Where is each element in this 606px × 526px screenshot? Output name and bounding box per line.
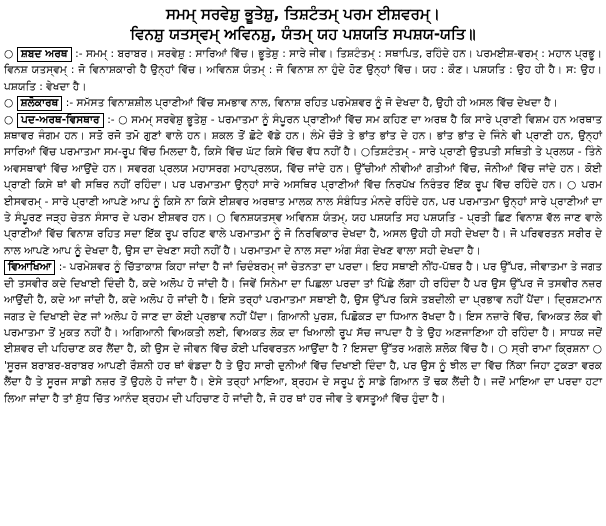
section-detailed-meaning [4, 112, 602, 260]
commentary-body [4, 46, 602, 407]
section-verse-meaning [4, 95, 602, 111]
section-heading: ਪਦ-ਅਰਥ-ਵਿਸਥਾਰ [17, 113, 103, 128]
section-text: :- ○ ਸਮਮ੍ ਸਰਵੇਸ਼ੁ ਭੂਤੇਸ਼ੁ - ਪਰਮਾਤਮਾ ਨੂੰ ਸੰਪੂਰਨ ਪ੍ਰਾਣੀਆਂ ਵਿੱਚ ਸਮ ਕਹਿਣ ਦਾ ਅਰਥ ਹੈ ਕਿ ਸਾਰੇ ਪ੍ਰਾਣੀ ਵਿਸ਼ਮ ਹਨ ਅਰਥਾਤ ਸ਼ਥਾਵਰ ਜੰਗਮ ਹਨ। ਸਤੋ ਰਜੋ ਤਮੋ ਗੁਣਾਂ ਵਾਲੇ ਹਨ। ਸ਼ਕਲ ਤੋਂ ਛੋਟੇ ਵੱਡੇ ਹਨ। ਲੰਮੇ ਚੌੜੇ ਤੇ ਭਾਂਤ ਭਾਂਤ ਦੇ ਹਨ। ਭਾਂਤ ਭਾਂਤ ਦੇ ਜਿੰਨੇ ਵੀ ਪ੍ਰਾਣੀ ਹਨ, ਉਨ੍ਹਾਂ ਸਾਰਿਆਂ ਵਿੱਚ ਪਰਮਾਤਮਾ ਸਮ-ਰੂਪ ਵਿੱਚ ਮਿਲਦਾ ਹੈ, ਕਿਸੇ ਵਿੱਚ ਘੱਟ ਕਿਸੇ ਵਿੱਚ ਵੱਧ ਨਹੀਂ ਹੈ। ○ਤਿਸ਼ਟੰਤਮ੍ - ਸਾਰੇ ਪ੍ਰਾਣੀ ਉਤਪਤੀ ਸਥਿਤੀ ਤੇ ਪ੍ਰਲਯ - ਤਿੰਨੇ ਅਵਸਥਾਵਾਂ ਵਿੱਚ ਆਉਂਦੇ ਹਨ। ਸਵਰਗ ਪ੍ਰਲਯ ਮਹਾਸਰਗ ਮਹਾਪ੍ਰਲਯ, ਵਿੱਚ ਜਾਂਦੇ ਹਨ। ਉੱਚੀਆਂ ਨੀਵੀਆਂ ਗਤੀਆਂ ਵਿੱਚ, ਜੋਨੀਆਂ ਵਿੱਚ ਜਾਂਦੇ ਹਨ। ਕੋਈ ਪ੍ਰਾਣੀ ਕਿਸੇ ਥਾਂ ਵੀ ਸਥਿਰ ਨਹੀਂ ਰਹਿੰਦਾ। ਪਰ ਪਰਮਾਤਮਾ ਉਨ੍ਹਾਂ ਸਾਰੇ ਅਸਥਿਰ ਪ੍ਰਾਣੀਆਂ ਵਿੱਚ ਨਿਰਪੱਖ ਨਿਰੰਤਰ ਇੱਕ ਰੂਪ ਵਿੱਚ ਰਹਿੰਦੇ ਹਨ। ○ ਪਰਮ ਈਸਵਰਮ੍ - ਸਾਰੇ ਪ੍ਰਾਣੀ ਆਪਣੇ ਆਪ ਨੂੰ ਕਿਸੇ ਨਾ ਕਿਸੇ ਈਸ਼ਵਰ ਅਰਥਾਤ ਮਾਲਕ ਨਾਲ ਸੰਬੰਧਿਤ ਮੰਨਦੇ ਰਹਿੰਦੇ ਹਨ, ਪਰ ਪਰਮਾਤਮਾ ਉਨ੍ਹਾਂ ਸਾਰੇ ਪ੍ਰਾਣੀਆਂ ਦਾ ਤੇ ਸੰਪੂਰਣ ਜੜ੍ਹ ਚੇਤਨ ਸੰਸਾਰ ਦੇ ਪਰਮ ਈਸ਼ਵਰ ਹਨ। ○ ਵਿਨਸ਼ਯਤਸ੍ਵ ਅਵਿਨਸ਼ ਯੰਤਮ੍, ਯਹ ਪਸ਼ਯਤਿ ਸਹ ਪਸ਼ਯਤਿ - ਪ੍ਰਤੀ ਛਿਣ ਵਿਨਾਸ਼ ਵੱਲ ਜਾਣ ਵਾਲੇ ਪ੍ਰਾਣੀਆਂ ਵਿੱਚ ਵਿਨਾਸ਼ ਰਹਿਤ ਸਦਾ ਇੱਕ ਰੂਪ ਰਹਿਣ ਵਾਲੇ ਪਰਮਾਤਮਾ ਨੂੰ ਜੋ ਨਿਰਵਿਕਾਰ ਦੇਖਦਾ ਹੈ, ਅਸਲ ਉਹੀ ਹੀ ਸਹੀ ਦੇਖਦਾ ਹੈ। ਜੋ ਪਰਿਵਰਤਨ ਸਰੀਰ ਦੇ ਨਾਲ ਆਪਣੇ ਆਪ ਨੂੰ ਦੇਖਦਾ ਹੈ, ਉਸ ਦਾ ਦੇਖਣਾ ਸਹੀ ਨਹੀਂ ਹੈ। ਪਰਮਾਤਮਾ ਦੇ ਨਾਲ ਸਦਾ ਅੰਗ ਸੰਗ ਦੇਖਣ ਵਾਲਾ ਸਹੀ ਦੇਖਦਾ ਹੈ। [4, 113, 603, 257]
verse-title-line-1: ਸਮਮ੍ ਸਰਵੇਸ਼ੁ ਭੂਤੇਸ਼ੁ, ਤਿਸ਼ਟੰਤਮ੍ ਪਰਮ ਈਸ਼ਵਰਮ੍। [166, 5, 440, 23]
section-explanation [4, 259, 602, 407]
section-heading: ਸ਼ਬਦ ਅਰਥ [17, 47, 72, 62]
section-text: :- ਸਮਮ੍ : ਬਰਾਬਰ। ਸਰਵੇਸ਼ੁ : ਸਾਰਿਆਂ ਵਿੱਚ। ਭੂਤੇਸ਼ੁ : ਸਾਰੇ ਜੀਵ। ਤਿਸ਼ਟੰਤਮ੍ : ਸਥਾਪਿਤ, ਰਹਿੰਦੇ ਹਨ। ਪਰਮਈਸ਼-ਵਰਮ੍ : ਮਹਾਨ ਪ੍ਰਭੂ। ਵਿਨਸ਼ ਯਤਸ੍ਵਮ੍ : ਜੋ ਵਿਨਾਸ਼ਕਾਰੀ ਹੈ ਉਨ੍ਹਾਂ ਵਿੱਚ। ਅਵਿਨਸ਼ ਯੰਤਮ੍ : ਜੋ ਵਿਨਾਸ਼ ਨਾ ਹੁੰਦੇ ਹੋਣ ਉਨ੍ਹਾਂ ਵਿੱਚ। ਯਹ : ਕੌਣ। ਪਸ਼ਯਤਿ : ਉਹ ਹੀ ਹੈ। ਸ: ਉਹ। ਪਸ਼ਯਤਿ : ਵੇਖਦਾ ਹੈ। [4, 48, 602, 93]
section-text: :- ਪਰਮੇਸ਼ਵਰ ਨੂੰ ਚਿੱਤਾਕਾਸ਼ ਕਿਹਾ ਜਾਂਦਾ ਹੈ ਜਾਂ ਚਿਦੰਬਰਮ੍ ਜਾਂ ਚੇਤਨਤਾ ਦਾ ਪਰਦਾ। ਇਹ ਸਥਾਈ ਨੀਂਹ-ਪੱਥਰ ਹੈ। ਪਰ ਉੱਪਰ, ਜੀਵਾਤਮਾ ਤੇ ਜਗਤ ਦੀ ਤਸਵੀਰ ਕਦੇ ਦਿਖਾਈ ਦਿੰਦੀ ਹੈ, ਕਦੇ ਅਲੋਪ ਹੋ ਜਾਂਦੀ ਹੈ। ਜਿਵੇਂ ਸਿਨੇਮਾ ਦਾ ਪਿਛਲਾ ਪਰਦਾ ਤਾਂ ਪਿੱਛੇ ਲੱਗਾ ਹੀ ਰਹਿੰਦਾ ਹੈ ਪਰ ਉਸ ਉੱਪਰ ਜੋ ਤਸਵੀਰ ਨਜ਼ਰ ਆਉਂਦੀ ਹੈ, ਕਦੇ ਆ ਜਾਂਦੀ ਹੈ, ਕਦੇ ਅਲੋਪ ਹੋ ਜਾਂਦੀ ਹੈ। ਇਸੇ ਤਰ੍ਹਾਂ ਪਰਮਾਤਮਾ ਸਥਾਈ ਹੈ, ਉਸ ਉੱਪਰ ਕਿਸੇ ਤਬਦੀਲੀ ਦਾ ਪ੍ਰਭਾਵ ਨਹੀਂ ਪੈਂਦਾ। ਦ੍ਰਿਸ਼ਟਮਾਨ ਜਗਤ ਦੇ ਦਿਖਾਈ ਦੇਣ ਜਾਂ ਅਲੋਪ ਹੋ ਜਾਣ ਦਾ ਕੋਈ ਪ੍ਰਭਾਵ ਨਹੀਂ ਪੈਂਦਾ। ਗਿਆਨੀ ਪੁਰਸ਼, ਪਿਛੋਕੜ ਦਾ ਧਿਆਨ ਰੱਖਦਾ ਹੈ। ਇਸ ਨਜ਼ਾਰੇ ਵਿੱਚ, ਵਿਅਕਤ ਲੋਕ ਵੀ ਪਰਮਾਤਮਾ ਤੋਂ ਮੁਕਤ ਨਹੀਂ ਹੈ। ਅਗਿਆਨੀ ਵਿਅਕਤੀ ਲਈ, ਵਿਅਕਤ ਲੋਕ ਦਾ ਖਿਆਲੀ ਰੂਪ ਸੱਚ ਜਾਪਦਾ ਹੈ ਤੇ ਉਹ ਅਣਜਾਣਿਆ ਹੀ ਰਹਿੰਦਾ ਹੈ। ਸਾਧਕ ਜਦੋਂ ਈਸ਼ਵਰ ਦੀ ਪਹਿਚਾਣ ਕਰ ਲੈਂਦਾ ਹੈ, ਕੀ ਉਸ ਦੇ ਜੀਵਨ ਵਿੱਚ ਕੋਈ ਪਰਿਵਰਤਨ ਆਉਂਦਾ ਹੈ ? ਇਸਦਾ ਉੱਤਰ ਅਗਲੇ ਸ਼ਲੋਕ ਵਿੱਚ ਹੈ। ○ ਸ੍ਰੀ ਰਾਮਾ ਕ੍ਰਿਸ਼ਨਾ ○ 'ਸੂਰਜ ਬਰਾਬਰ-ਬਰਾਬਰ ਆਪਣੀ ਰੌਸ਼ਨੀ ਹਰ ਥਾਂ ਵੰਡਦਾ ਹੈ ਤੇ ਉਹ ਸਾਰੀ ਦੁਨੀਆਂ ਵਿੱਚ ਦਿਖਾਈ ਦਿੰਦਾ ਹੈ, ਪਰ ਉਸ ਨੂੰ ਝੀਲ ਦਾ ਵਿੱਚ ਨਿੱਕਾ ਜਿਹਾ ਟੁਕੜਾ ਵਰਕ ਲੈਂਦਾ ਹੈ ਤੇ ਸੂਰਜ ਸਾਡੀ ਨਜ਼ਰ ਤੋਂ ਉਹਲੇ ਹੋ ਜਾਂਦਾ ਹੈ। ਏਸੇ ਤਰ੍ਹਾਂ ਮਾਇਆ, ਬ੍ਰਹਮ ਦੇ ਸਰੂਪ ਨੂੰ ਸਾਡੇ ਗਿਆਨ ਤੋਂ ਢਕ ਲੈਂਦੀ ਹੈ। ਜਦੋਂ ਮਾਇਆ ਦਾ ਪਰਦਾ ਹਟਾ ਲਿਆ ਜਾਂਦਾ ਹੈ ਤਾਂ ਸ਼ੁੱਧ ਚਿੱਤ ਆਨੰਦ ਬ੍ਰਹਮ ਦੀ ਪਹਿਚਾਣ ਹੋ ਜਾਂਦੀ ਹੈ, ਜੋ ਹਰ ਥਾਂ ਹਰ ਜੀਵ ਤੇ ਵਸਤੂਆਂ ਵਿੱਚ ਹੁੰਦਾ ਹੈ। [4, 261, 602, 405]
section-marker: ○ [4, 113, 14, 126]
section-marker: ○ [4, 97, 14, 110]
section-heading: ਸ਼ਲੋਕਾਰਥ [17, 96, 63, 111]
verse-title-line-2: ਵਿਨਸ਼ੁ ਯਤਸ੍ਵਮ੍ ਅਵਿਨਸ਼ੁ, ਯੰਤਮ੍ ਯਹ ਪਸ਼ਯਤਿ ਸਪਸ਼ਯ-ਯਤਿ॥ [130, 25, 476, 43]
section-text: :- ਸਮੱਸਤ ਵਿਨਾਸ਼ਸ਼ੀਲ ਪ੍ਰਾਣੀਆਂ ਵਿੱਚ ਸਮਭਾਵ ਨਾਲ, ਵਿਨਾਸ਼ ਰਹਿਤ ਪਰਮੇਸ਼ਵਰ ਨੂੰ ਜੋ ਦੇਖਦਾ ਹੈ, ਉਹੀ ਹੀ ਅਸਲ ਵਿੱਚ ਦੇਖਦਾ ਹੈ। [62, 97, 558, 110]
section-heading: ਵਿਆਖਿਆ [4, 260, 55, 275]
section-marker: ○ [4, 48, 14, 60]
section-word-meaning [4, 46, 602, 95]
